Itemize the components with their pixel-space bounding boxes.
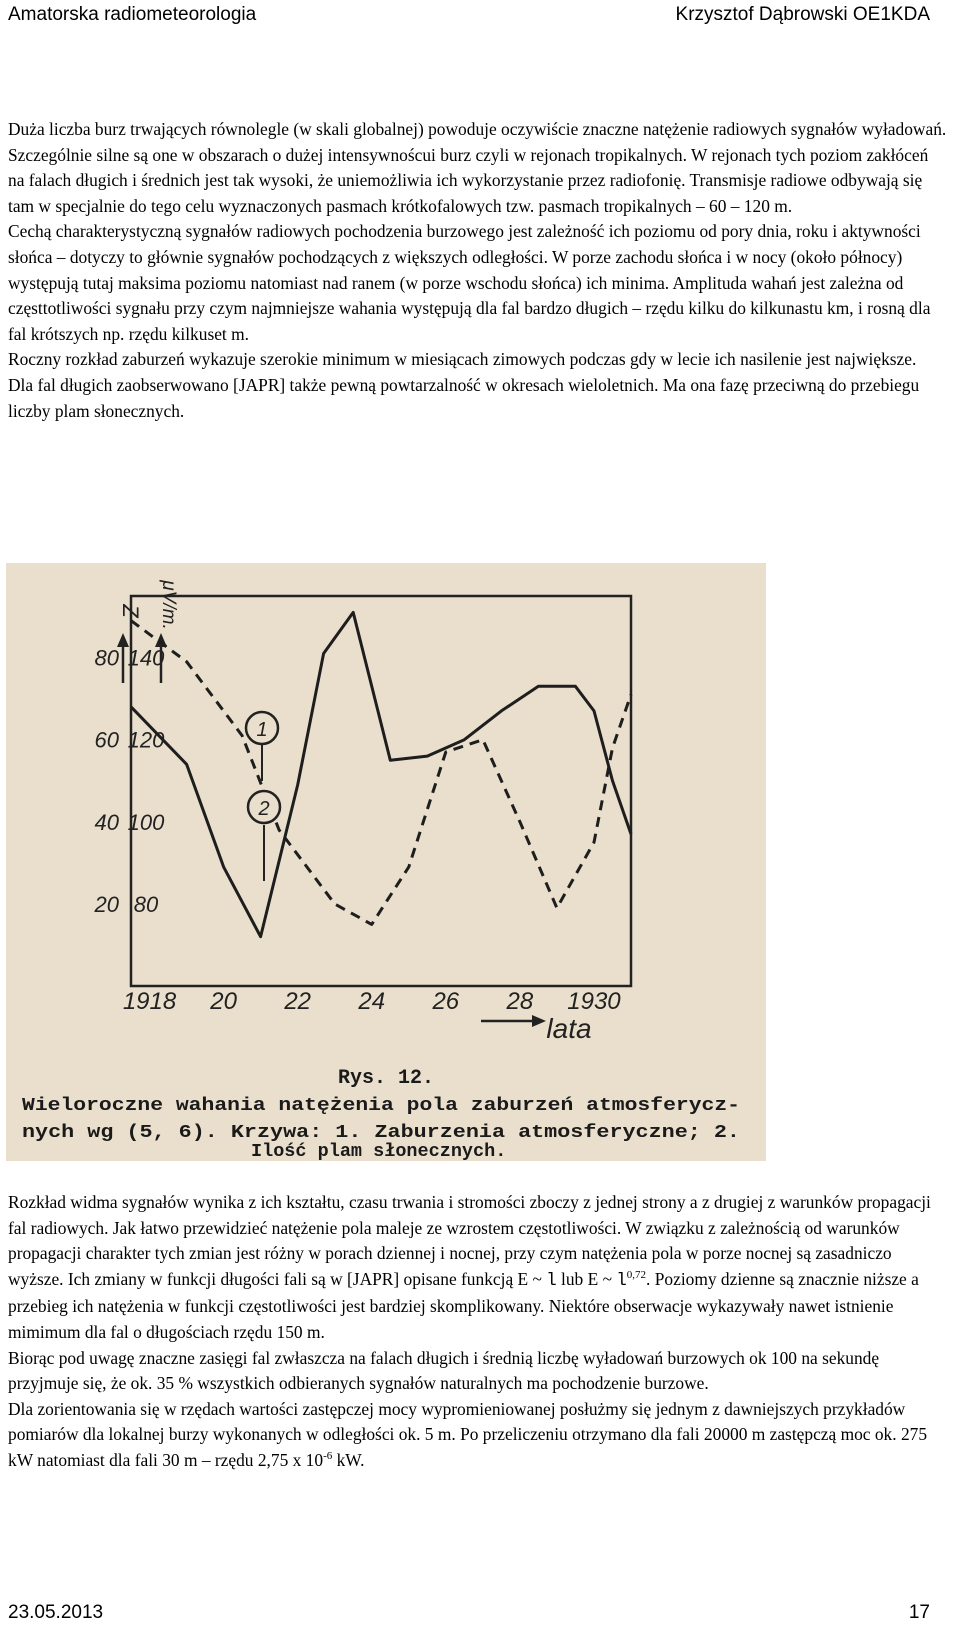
- paragraph: Rozkład widma sygnałów wynika z ich kształtu, czasu trwania i stromości zboczy z jednej strony a z drugiej z warunków propagacji fal radiowych. Jak łatwo przewidzieć natężenie pola maleje ze wzrostem częstotliwości. W związku z zależnością od warunków propagacji charakter tych zmian jest różny w porach dziennej i nocnej, przy czym natężenia pola w porze nocnej są zasadniczo wyższe. Ich zmiany w funkcji długości fali są w [JAPR] opisane funkcją E ~ l lub E ~ $l^{0,72}$. Poziomy dzienne są znacznie niższe a przebieg ich natężenia w funkcji częstotliwości jest bardziej skomplikowany. Niektóre obserwacje wykazywały nawet istnienie mimimum dla fal o długościach rzędu 150 m.: [8, 1192, 931, 1342]
- x-tick-label: 20: [210, 988, 237, 1015]
- x-tick-label: 22: [284, 988, 312, 1015]
- y-tick-label-z: 60: [94, 727, 119, 753]
- chart-rys-12: [6, 563, 766, 1161]
- axis-label-uv: μV/m.: [158, 580, 179, 630]
- x-tick-label: 1918: [122, 988, 177, 1015]
- body-text-bottom: [8, 1190, 948, 1474]
- series-line-1: [131, 612, 631, 936]
- figure-scan: [6, 563, 766, 1161]
- document-title: Amatorska radiometeorologia: [8, 4, 257, 25]
- figure-caption-line: nych wg (5, 6). Krzywa: 1. Zaburzenia atmosferyczne; 2.: [22, 1122, 740, 1143]
- curve-1-marker: [246, 712, 278, 781]
- y-tick-label-uv: 120: [127, 727, 165, 753]
- body-text-top: [8, 117, 948, 424]
- exponent: 0,72: [626, 1268, 647, 1281]
- paragraph: Dla fal długich zaobserwowano [JAPR] także pewną powtarzalność w okresach wieloletnich. Ma ona fazę przeciwną do przebiegu liczby plam słonecznych.: [8, 374, 920, 421]
- paragraph: Biorąc pod uwagę znaczne zasięgi fal zwłaszcza na falach długich i średnią liczbę wyładowań burzowych ok 100 na sekundę przyjmuje się, że ok. 35 % wszystkich odbieranych sygnałów naturalnych ma pochodzenie burzowe.: [8, 1347, 880, 1394]
- axis-label-z: Z: [118, 604, 143, 618]
- x-tick-label: 28: [506, 988, 534, 1015]
- lambda-symbol: l: [546, 1271, 557, 1291]
- paragraph: Duża liczba burz trwających równolegle (w skali globalnej) powoduje oczywiście znaczne natężenie radiowych sygnałów wyładowań. Szczególnie silne są one w obszarach o dużej intensywnoścui burz czyli w rejonach tropikalnych. W rejonach tych poziom zakłóceń na falach długich i średnich jest tak wysoki, że uniemożliwia ich wykorzystanie przez radiofonię. Transmisje radiowe odbywają się tam w specjalnie do tego celu wyznaczonych pasmach krótkofalowych tzw. pasmach tropikalnych – 60 – 120 m.: [8, 119, 947, 216]
- plot-frame: [131, 596, 631, 986]
- y-tick-label-uv: 100: [127, 809, 165, 835]
- x-tick-label: 26: [432, 988, 460, 1015]
- y-tick-label-z: 20: [94, 891, 119, 917]
- paragraph: Roczny rozkład zaburzeń wykazuje szerokie minimum w miesiącach zimowych podczas gdy w lecie ich nasilenie jest największe.: [8, 349, 917, 370]
- y-tick-label-uv: 140: [127, 645, 165, 671]
- exponent: -6: [323, 1449, 333, 1462]
- figure-caption-line: Ilość plam słonecznych.: [251, 1141, 507, 1161]
- curve-2-marker: [248, 791, 280, 881]
- footer-date: 23.05.2013: [8, 1602, 104, 1623]
- paragraph: Cechą charakterystyczną sygnałów radiowych pochodzenia burzowego jest zależność ich poziomu od pory dnia, roku i aktywności słońca – dotyczy to głównie sygnałów pochodzących z większych odległości. W porze zachodu słońca i w nocy (około północy) występują tutaj maksima poziomu natomiast nad ranem (w porze wschodu słońca) ich minima. Amplituda wahań jest zależna od częsttotliwości sygnału przy czym najmniejsze wahania występują dla fal bardzo długich – rzędu kilku do kilkunastu km, i rosną dla fal krótszych np. rzędu kilkuset m.: [8, 221, 931, 344]
- figure-caption-line: Wieloroczne wahania natężenia pola zaburzeń atmosferycz-: [22, 1095, 740, 1116]
- y-tick-label-z: 80: [94, 645, 119, 671]
- document-author: Krzysztof Dąbrowski OE1KDA: [675, 4, 930, 25]
- figure-caption-title: Rys. 12.: [337, 1067, 435, 1090]
- curve-2-marker-label: 2: [258, 798, 270, 820]
- lambda-symbol: l: [616, 1271, 627, 1291]
- paragraph: Dla zorientowania się w rzędach wartości zastępczej mocy wypromieniowanej posłużmy się jednym z dawniejszych przykładów pomiarów dla lokalnej burzy wykonanych w odległości ok. 5 m. Po przeliczeniu otrzymano dla fali 20000 m zastępczą moc ok. 275 kW natomiast dla fali 30 m – rzędu 2,75 x $10^{-6}$ kW.: [8, 1398, 928, 1470]
- x-tick-label: 1930: [567, 988, 621, 1015]
- series-line-2: [131, 621, 631, 925]
- x-tick-label: 24: [358, 988, 386, 1015]
- axis-label-x: lata: [546, 1013, 592, 1044]
- curve-1-marker-label: 1: [256, 719, 268, 741]
- y-tick-label-uv: 80: [133, 891, 159, 917]
- x-axis-arrowhead: [532, 1015, 546, 1027]
- page-number: 17: [908, 1602, 930, 1623]
- y-tick-label-z: 40: [94, 809, 119, 835]
